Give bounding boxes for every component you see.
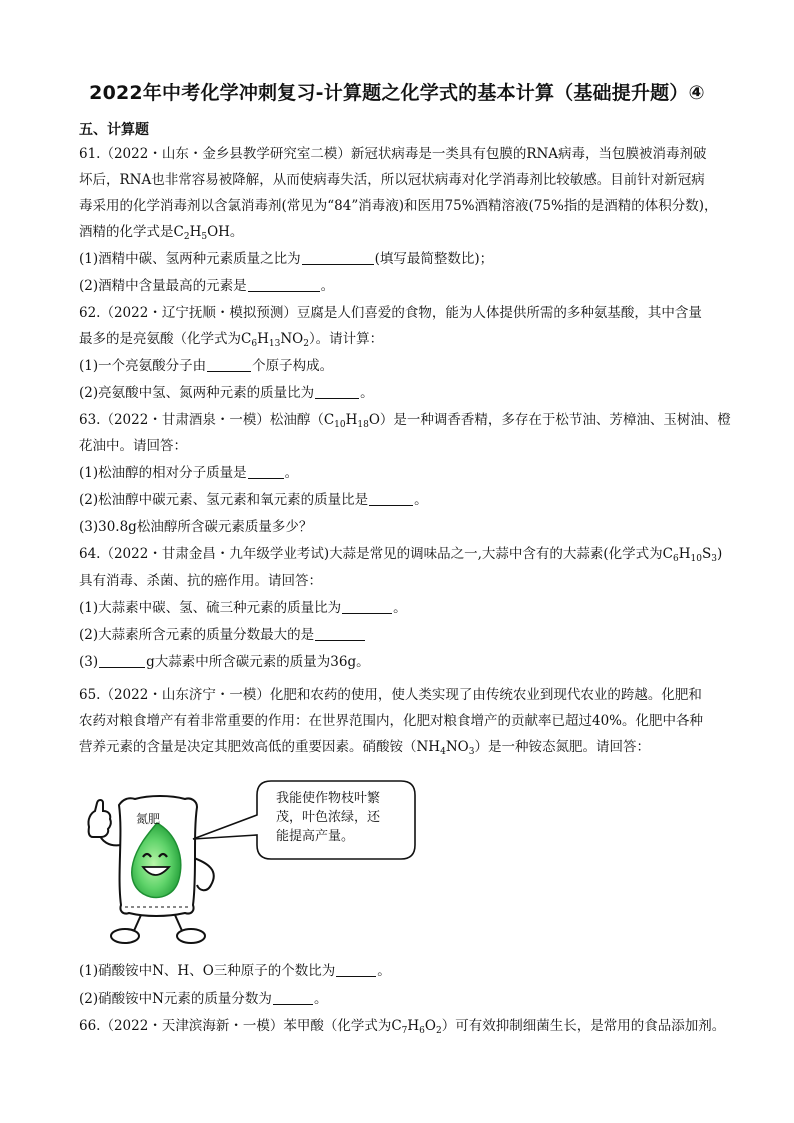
mascot-shoe-left bbox=[111, 929, 139, 943]
q63-sub-1: (1)松油醇的相对分子质量是 。 bbox=[79, 465, 299, 481]
q64-line-2: 具有消毒、杀菌、抗的癌作用。请回答： bbox=[79, 573, 322, 589]
q61-line-1: 61.（2022・山东・金乡县教学研究室二模）新冠状病毒是一类具有包膜的RNA病毒，当包膜被消毒剂破 bbox=[79, 146, 707, 162]
bubble-line: 能提高产量。 bbox=[276, 829, 355, 844]
q61-sub-2: (2)酒精中含量最高的元素是 。 bbox=[79, 278, 335, 294]
bubble-line: 我能使作物枝叶繁 bbox=[276, 791, 381, 806]
q63-sub-3: (3)30.8g松油醇所含碳元素质量多少？ bbox=[79, 519, 313, 535]
q63-line-2: 花油中。请回答： bbox=[79, 438, 187, 454]
q64-sub-2: (2)大蒜素所含元素的质量分数最大的是 bbox=[79, 626, 366, 644]
q66-line-1: 66.（2022・天津滨海新・一模）苯甲酸（化学式为$C_7H_6O_2$）可有效抑制细菌生长，是常用的食品添加剂。 bbox=[79, 1018, 726, 1036]
answer-blank[interactable] bbox=[336, 962, 376, 977]
answer-blank[interactable] bbox=[99, 653, 145, 668]
q61-line-2: 坏后，RNA也非常容易被降解，从而使病毒失活，所以冠状病毒对化学消毒剂比较敏感。目前针对新冠病 bbox=[79, 172, 705, 188]
bubble-line: 茂，叶色浓绿，还 bbox=[276, 810, 381, 825]
bag-label: 氮肥 bbox=[136, 812, 161, 826]
q65-line-1: 65.（2022・山东济宁・一模）化肥和农药的使用，使人类实现了由传统农业到现代农业的跨越。化肥和 bbox=[79, 687, 702, 703]
q63-sub-2: (2)松油醇中碳元素、氢元素和氧元素的质量比是 。 bbox=[79, 492, 428, 508]
q64-line-1: 64.（2022・甘肃金昌・九年级学业考试)大蒜是常见的调味品之一,大蒜中含有的大蒜素(化学式为$C_6H_{10}S_3$) bbox=[79, 546, 723, 564]
answer-blank[interactable] bbox=[369, 491, 413, 506]
q63-line-1: 63.（2022・甘肃酒泉・一模）松油醇$(C_{10}H_{18}O)$是一种调香香精，多存在于松节油、芳樟油、玉树油、橙 bbox=[79, 412, 731, 430]
answer-blank[interactable] bbox=[342, 599, 392, 614]
speech-bubble-text bbox=[276, 789, 380, 846]
answer-blank[interactable] bbox=[248, 277, 320, 292]
q64-sub-1: (1)大蒜素中碳、氢、硫三种元素的质量比为 。 bbox=[79, 600, 407, 616]
q62-sub-1: (1)一个亮氨酸分子由 个原子构成。 bbox=[79, 358, 334, 374]
q64-sub-3: (3) g大蒜素中所含碳元素的质量为36g。 bbox=[79, 654, 370, 670]
q65-line-2: 农药对粮食增产有着非常重要的作用：在世界范围内，化肥对粮食增产的贡献率已超过40%。化肥中各种 bbox=[79, 713, 704, 729]
q65-sub-1: (1)硝酸铵中N、H、O三种原子的个数比为 。 bbox=[79, 963, 391, 979]
answer-blank[interactable] bbox=[302, 250, 374, 265]
answer-blank[interactable] bbox=[207, 357, 251, 372]
q61-sub-1: (1)酒精中碳、氢两种元素质量之比为 (填写最简整数比)； bbox=[79, 251, 494, 267]
section-heading: 五、计算题 bbox=[79, 122, 149, 138]
page-title: 2022年中考化学冲刺复习-计算题之化学式的基本计算（基础提升题）④ bbox=[89, 82, 705, 104]
thumb-up-hand bbox=[88, 800, 110, 837]
q65-line-3: 营养元素的含量是决定其肥效高低的重要因素。硝酸铵$(NH_4NO_3)$是一种铵态氮肥。请回答： bbox=[79, 739, 650, 757]
answer-blank[interactable] bbox=[315, 384, 359, 399]
q62-sub-2: (2)亮氨酸中氢、氮两种元素的质量比为 。 bbox=[79, 385, 374, 401]
q62-line-1: 62.（2022・辽宁抚顺・模拟预测）豆腐是人们喜爱的食物，能为人体提供所需的多种氨基酸，其中含量 bbox=[79, 305, 702, 321]
mascot-shoe-right bbox=[177, 929, 205, 943]
answer-blank[interactable] bbox=[273, 990, 313, 1005]
answer-blank[interactable] bbox=[248, 464, 284, 479]
q61-line-3: 毒采用的化学消毒剂以含氯消毒剂(常见为“84”消毒液)和医用75%酒精溶液(75%指的是酒精的体积分数)， bbox=[79, 198, 718, 214]
q65-sub-2: (2)硝酸铵中N元素的质量分数为 。 bbox=[79, 991, 328, 1007]
q61-line-4: 酒精的化学式是$C_2H_5OH$。 bbox=[79, 224, 244, 242]
answer-blank[interactable] bbox=[315, 626, 365, 641]
q62-line-2: 最多的是亮氨酸（化学式为$C_6H_{13}NO_2$）。请计算： bbox=[79, 331, 384, 349]
